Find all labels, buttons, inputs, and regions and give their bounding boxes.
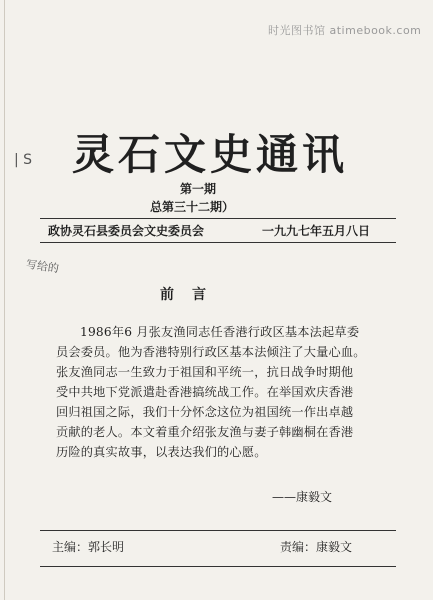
margin-mark: | S [14,152,33,168]
site-watermark: 时光图书馆 atimebook.com [268,24,422,37]
preface-line: 历险的真实故事，以表达我们的心愿。 [56,445,267,459]
preface-line: 员会委员。他为香港特别行政区基本法倾注了大量心血。 [56,345,366,359]
responsible-editor: 责编：康毅文 [280,540,353,554]
preface-line: 回归祖国之际，我们十分怀念这位为祖国统一作出卓越 [56,405,354,419]
preface-line: 张友渔同志一生致力于祖国和平统一，抗日战争时期他 [56,365,354,379]
preface-line: 受中共地下党派遣赴香港搞统战工作。在举国欢庆香港 [56,385,354,399]
header-rule-top [40,218,396,219]
issue-number: 第一期 [180,182,217,196]
publication-date: 一九九七年五月八日 [262,224,371,238]
preface-heading: 前言 [160,287,224,303]
header-rule-bottom [40,242,396,243]
page-edge-shadow [4,0,5,600]
publisher-name: 政协灵石县委员会文史委员会 [48,224,205,238]
preface-line: 贡献的老人。本文着重介绍张友渔与妻子韩幽桐在香港 [56,425,354,439]
author-signature: ——康毅文 [272,490,333,504]
margin-scribble: 写给的 [25,257,60,276]
footer-rule-bottom [40,566,396,567]
preface-body [56,322,402,462]
chief-editor: 主编：郭长明 [52,540,125,554]
footer-rule-top [40,530,396,531]
total-issue-number: 总第三十二期） [150,200,235,214]
preface-line: 1986年6 月张友渔同志任香港行政区基本法起草委 [80,325,360,339]
newsletter-title: 灵石文史通讯 [72,130,349,179]
